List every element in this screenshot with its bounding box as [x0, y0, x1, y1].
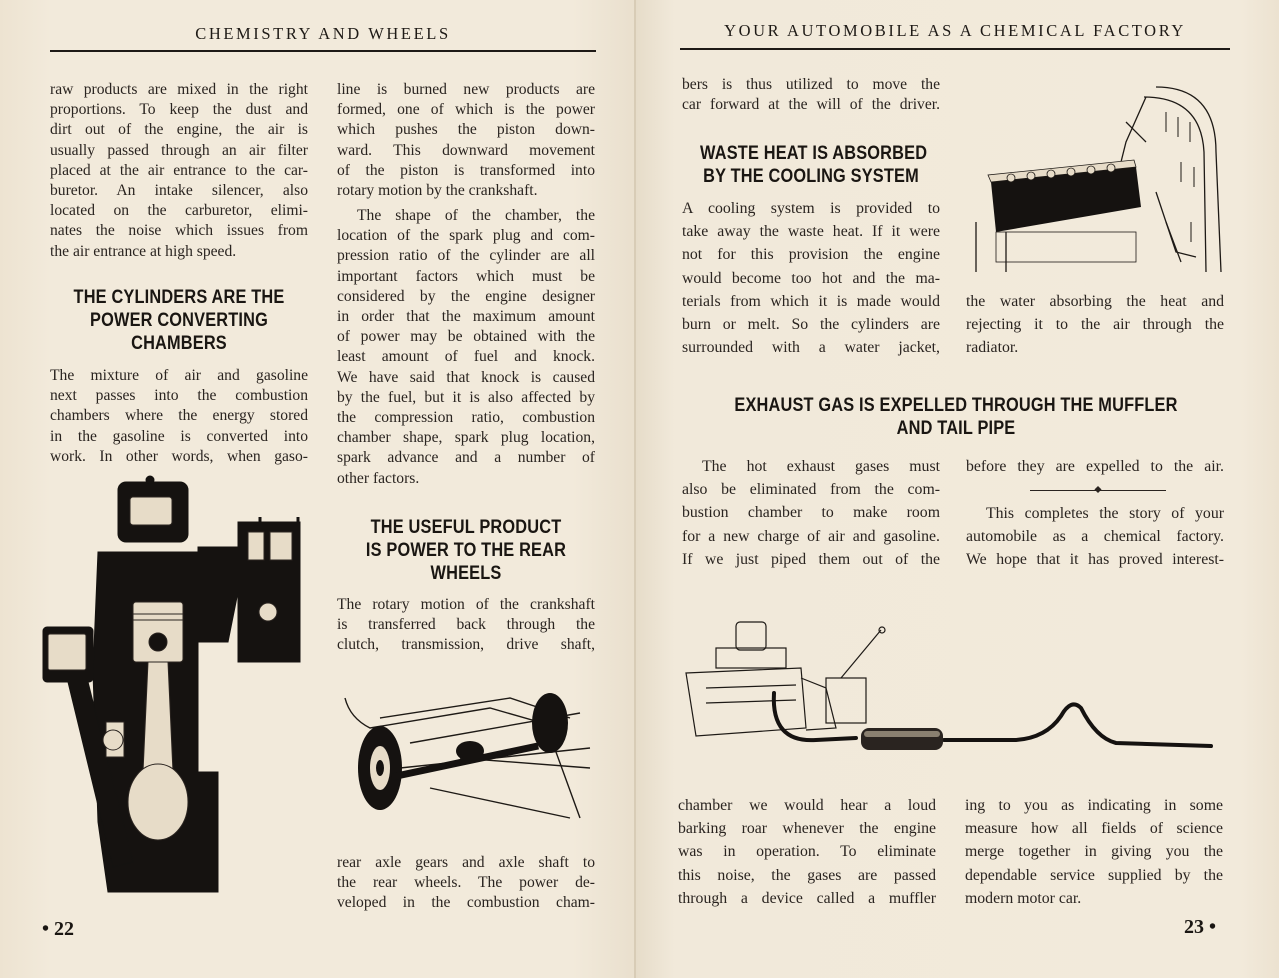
- text-line: important factors which must be: [337, 267, 595, 285]
- text-line: spark advance and a number of: [337, 449, 595, 467]
- rear-axle-chassis-illustration: [340, 688, 600, 838]
- text-line: A cooling system is provided to: [682, 200, 940, 217]
- text-line: of the piston is transformed into: [337, 161, 595, 179]
- header-rule: [680, 48, 1230, 50]
- text-line: We hope that it has proved interest-: [966, 551, 1224, 569]
- heading-line: WHEELS: [430, 563, 502, 584]
- text-line: bers is thus utilized to move the: [682, 76, 940, 93]
- text-line: also be eliminated from the com-: [682, 481, 940, 499]
- text-line: raw products are mixed in the right: [50, 81, 308, 98]
- text-line: in the gasoline is converted into: [50, 427, 308, 445]
- text-line: other factors.: [337, 469, 420, 487]
- right-bottom-col2: [965, 794, 1223, 910]
- text-line: the water absorbing the heat and: [966, 293, 1224, 310]
- heading-line: CHAMBERS: [131, 333, 227, 354]
- text-line: ing to you as indicating in some: [965, 797, 1223, 814]
- page-23: [636, 0, 1279, 978]
- text-line: The mixture of air and gasoline: [50, 367, 308, 384]
- text-line: line is burned new products are: [337, 81, 595, 98]
- right-bottom-col1: [678, 794, 936, 910]
- left-col2-para2: [337, 206, 595, 489]
- text-line: chambers where the energy stored: [50, 407, 308, 425]
- text-line: next passes into the combustion: [50, 387, 308, 405]
- text-line: location of the spark plug and com-: [337, 227, 595, 245]
- text-line: chamber we would hear a loud: [678, 797, 936, 814]
- text-line: If we just piped them out of the: [682, 550, 940, 568]
- left-col2-para3: [337, 595, 595, 656]
- text-line: rotary motion by the crankshaft.: [337, 182, 538, 200]
- text-line: by the fuel, but it is also affected by: [337, 388, 595, 406]
- text-line: the rear wheels. The power de-: [337, 874, 595, 892]
- left-col1-para1: [50, 80, 308, 262]
- heading-line: POWER CONVERTING: [90, 310, 268, 331]
- text-line: was in operation. To eliminate: [678, 843, 936, 861]
- running-head-left: CHEMISTRY AND WHEELS: [195, 24, 451, 43]
- heading-line: IS POWER TO THE REAR: [365, 540, 567, 561]
- left-col2-para1: [337, 80, 595, 201]
- right-top-para: [682, 75, 940, 115]
- text-line: the compression ratio, combustion: [337, 409, 595, 427]
- text-line: pression ratio of the cylinder are all: [337, 247, 595, 265]
- text-line: clutch, transmission, drive shaft,: [337, 636, 595, 654]
- heading-line: THE CYLINDERS ARE THE: [73, 287, 285, 308]
- text-line: surrounded with a water jacket,: [682, 339, 940, 357]
- heading-exhaust-gas: [720, 394, 1191, 440]
- text-line: of power may be obtained with the: [337, 328, 595, 346]
- cooling-system-radiator-illustration: [966, 82, 1232, 278]
- heading-line: BY THE COOLING SYSTEM: [703, 166, 919, 187]
- right-closing-para: [966, 502, 1224, 572]
- text-line: veloped in the combustion cham-: [337, 894, 595, 912]
- heading-line: THE USEFUL PRODUCT: [370, 517, 562, 538]
- text-line: The rotary motion of the crankshaft: [337, 596, 595, 613]
- text-line: would become too hot and the ma-: [682, 269, 940, 287]
- text-line: this noise, the gases are passed: [678, 866, 936, 884]
- text-line: The shape of the chamber, the: [357, 207, 595, 224]
- text-line: considered by the engine designer: [337, 287, 595, 305]
- text-line: formed, one of which is the power: [337, 101, 595, 119]
- text-line: rejecting it to the air through the: [966, 316, 1224, 334]
- text-line: radiator.: [966, 339, 1019, 357]
- text-line: not for this provision the engine: [682, 246, 940, 264]
- text-line: the air entrance at high speed.: [50, 242, 237, 260]
- text-line: located on the carburetor, elimi-: [50, 202, 308, 220]
- page-number-23: 23 •: [1184, 916, 1217, 938]
- heading-line: AND TAIL PIPE: [896, 418, 1016, 439]
- text-line: work. In other words, when gaso-: [50, 447, 308, 465]
- text-line: chamber shape, spark plug location,: [337, 429, 595, 447]
- text-line: measure how all fields of science: [965, 820, 1223, 838]
- text-line: nates the noise which issues from: [50, 222, 308, 240]
- text-line: take away the waste heat. If it were: [682, 223, 940, 241]
- running-head-right: YOUR AUTOMOBILE AS A CHEMICAL FACTORY: [724, 21, 1186, 40]
- text-line: We have said that knock is caused: [337, 368, 595, 386]
- right-cooling-para: [682, 197, 940, 359]
- text-line: automobile as a chemical factory.: [966, 528, 1224, 546]
- text-line: dirt out of the engine, the air is: [50, 121, 308, 139]
- text-line: burn or melt. So the cylinders are: [682, 316, 940, 334]
- right-cooling-cont: [966, 290, 1224, 360]
- heading-useful-product: [355, 516, 577, 585]
- heading-waste-heat: [700, 142, 928, 188]
- text-line: buretor. An intake silencer, also: [50, 182, 308, 200]
- text-line: car forward at the will of the driver.: [682, 96, 940, 114]
- text-line: proportions. To keep the dust and: [50, 101, 308, 119]
- text-line: in order that the maximum amount: [337, 308, 595, 326]
- text-line: through a device called a muffler: [678, 889, 936, 907]
- text-line: which pushes the piston down-: [337, 121, 595, 139]
- left-col1-para2: [50, 366, 308, 467]
- right-exhaust-col2-top: [966, 455, 1224, 478]
- heading-cylinders: [68, 286, 290, 355]
- text-line: rear axle gears and axle shaft to: [337, 854, 595, 871]
- heading-line: EXHAUST GAS IS EXPELLED THROUGH THE MUFFLER: [734, 395, 1178, 416]
- text-line: terials from which it is made would: [682, 292, 940, 310]
- right-exhaust-col1: [682, 455, 940, 571]
- text-line: usually passed through an air filter: [50, 141, 308, 159]
- text-line: least amount of fuel and knock.: [337, 348, 595, 366]
- text-line: is transferred back through the: [337, 616, 595, 634]
- text-line: before they are expelled to the air.: [966, 458, 1224, 475]
- section-ornament-divider: [1030, 490, 1166, 491]
- text-line: barking roar whenever the engine: [678, 820, 936, 838]
- engine-cross-section-illustration: [38, 472, 308, 912]
- text-line: dependable service supplied by the: [965, 866, 1223, 884]
- text-line: for a new charge of air and gasoline.: [682, 527, 940, 545]
- text-line: bustion chamber to make room: [682, 504, 940, 522]
- text-line: merge together in giving you the: [965, 843, 1223, 861]
- page-22: [0, 0, 636, 978]
- header-rule: [50, 50, 596, 52]
- left-col2-para4: [337, 853, 595, 914]
- heading-line: WASTE HEAT IS ABSORBED: [700, 143, 928, 164]
- page-number-22: • 22: [42, 918, 75, 940]
- text-line: modern motor car.: [965, 889, 1082, 907]
- engine-exhaust-muffler-tailpipe-illustration: [676, 618, 1226, 758]
- text-line: ward. This downward movement: [337, 141, 595, 159]
- text-line: This completes the story of your: [986, 505, 1224, 522]
- text-line: The hot exhaust gases must: [702, 458, 940, 475]
- text-line: placed at the air entrance to the car-: [50, 161, 308, 179]
